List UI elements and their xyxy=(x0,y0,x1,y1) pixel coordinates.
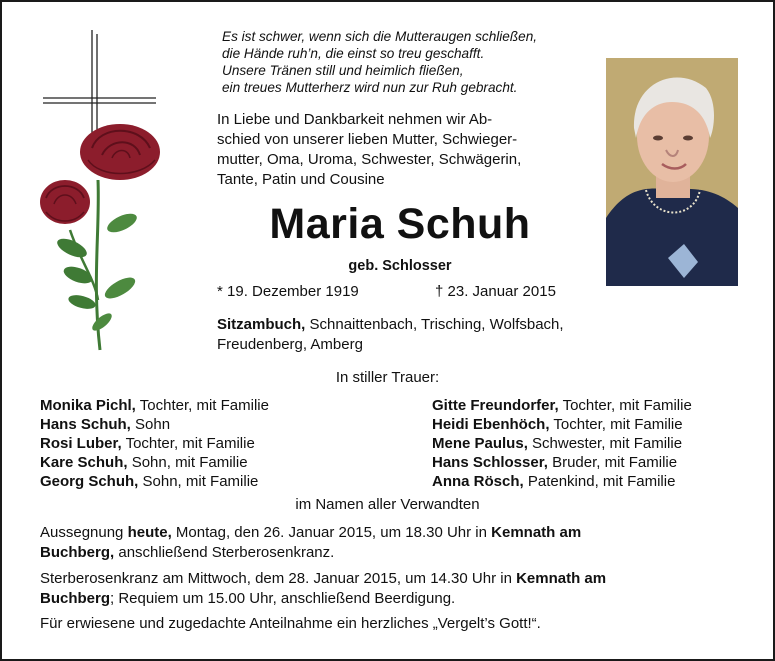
mourner-name: Hans Schuh, xyxy=(40,416,131,433)
poem xyxy=(222,28,592,96)
mourner-name: Georg Schuh, xyxy=(40,473,139,490)
mourning-title: In stiller Trauer: xyxy=(335,369,440,386)
mourner-relation: Tochter, mit Familie xyxy=(121,435,255,452)
mourner-entry xyxy=(432,472,692,491)
mourner-entry xyxy=(432,415,692,434)
mourner-name: Hans Schlosser, xyxy=(432,454,548,471)
text: Montag, den 26. Januar 2015, um 18.30 Uhr in xyxy=(171,524,492,541)
cross-with-roses-icon xyxy=(40,30,170,360)
places xyxy=(217,315,637,355)
birth-date: * 19. Dezember 1919 xyxy=(217,283,359,300)
mourner-name: Monika Pichl, xyxy=(40,397,136,414)
place-list-line2: Freudenberg, Amberg xyxy=(217,336,363,353)
funeral-blessing xyxy=(40,523,740,563)
mourner-name: Mene Paulus, xyxy=(432,435,528,452)
mourner-name: Gitte Freundorfer, xyxy=(432,397,559,414)
text-bold: Buchberg xyxy=(40,590,111,607)
text-bold: heute, xyxy=(127,524,172,541)
mourner-name: Rosi Luber, xyxy=(40,435,122,452)
mourner-entry xyxy=(40,453,269,472)
poem-line: Unsere Tränen still und heimlich fließen, xyxy=(222,63,464,78)
poem-line: Es ist schwer, wenn sich die Mutteraugen schließen, xyxy=(222,29,538,44)
place-bold: Sitzambuch, xyxy=(217,316,306,333)
mourner-relation: Tochter, mit Familie xyxy=(558,397,692,414)
cross-icon xyxy=(43,30,156,140)
text: Aussegnung xyxy=(40,524,128,541)
mourner-relation: Bruder, mit Familie xyxy=(547,454,678,471)
text: ; Requiem um 15.00 Uhr, anschließend Beerdigung. xyxy=(110,590,456,607)
intro-text xyxy=(217,110,583,190)
funeral-rosary xyxy=(40,569,740,609)
mourner-entry xyxy=(40,472,269,491)
text-bold: Kemnath am xyxy=(516,570,607,587)
roses-illustration xyxy=(40,124,160,350)
mourner-relation: Tochter, mit Familie xyxy=(549,416,683,433)
mourner-entry xyxy=(432,434,692,453)
thanks-line xyxy=(40,614,740,634)
mourner-relation: Tochter, mit Familie xyxy=(135,397,269,414)
mourner-relation: Sohn, mit Familie xyxy=(138,473,259,490)
deceased-name: Maria Schuh xyxy=(269,200,531,248)
death-date: † 23. Januar 2015 xyxy=(435,283,556,300)
intro-line: Tante, Patin und Cousine xyxy=(217,171,385,188)
poem-line: ein treues Mutterherz wird nun zur Ruh gebracht. xyxy=(222,80,518,95)
intro-line: mutter, Oma, Uroma, Schwester, Schwägerin, xyxy=(217,151,522,168)
mourner-relation: Sohn, mit Familie xyxy=(127,454,248,471)
mourner-entry xyxy=(432,396,692,415)
thanks-text: Für erwiesene und zugedachte Anteilnahme ein herzliches „Vergelt’s Gott!“. xyxy=(40,615,541,632)
portrait-photo xyxy=(606,58,738,286)
mourner-relation: Schwester, mit Familie xyxy=(527,435,683,452)
mourner-entry xyxy=(40,434,269,453)
mourner-entry xyxy=(40,396,269,415)
mourner-name: Kare Schuh, xyxy=(40,454,128,471)
mourner-relation: Sohn xyxy=(130,416,171,433)
text: Sterberosenkranz am Mittwoch, dem 28. Januar 2015, um 14.30 Uhr in xyxy=(40,570,517,587)
mourner-entry xyxy=(40,415,269,434)
intro-line: schied von unserer lieben Mutter, Schwieger- xyxy=(217,131,518,148)
mourners-right xyxy=(432,396,692,491)
poem-line: die Hände ruh’n, die einst so treu geschafft. xyxy=(222,46,485,61)
relatives-line: im Namen aller Verwandten xyxy=(295,496,480,513)
mourner-name: Anna Rösch, xyxy=(432,473,524,490)
text: anschließend Sterberosenkranz. xyxy=(114,544,335,561)
place-list: Schnaittenbach, Trisching, Wolfsbach, xyxy=(305,316,564,333)
mourner-name: Heidi Ebenhöch, xyxy=(432,416,550,433)
mourners-left xyxy=(40,396,269,491)
mourner-entry xyxy=(432,453,692,472)
birth-name: geb. Schlosser xyxy=(348,258,452,274)
mourner-relation: Patenkind, mit Familie xyxy=(523,473,676,490)
intro-line: In Liebe und Dankbarkeit nehmen wir Ab- xyxy=(217,111,493,128)
text-bold: Kemnath am xyxy=(491,524,582,541)
text-bold: Buchberg, xyxy=(40,544,115,561)
